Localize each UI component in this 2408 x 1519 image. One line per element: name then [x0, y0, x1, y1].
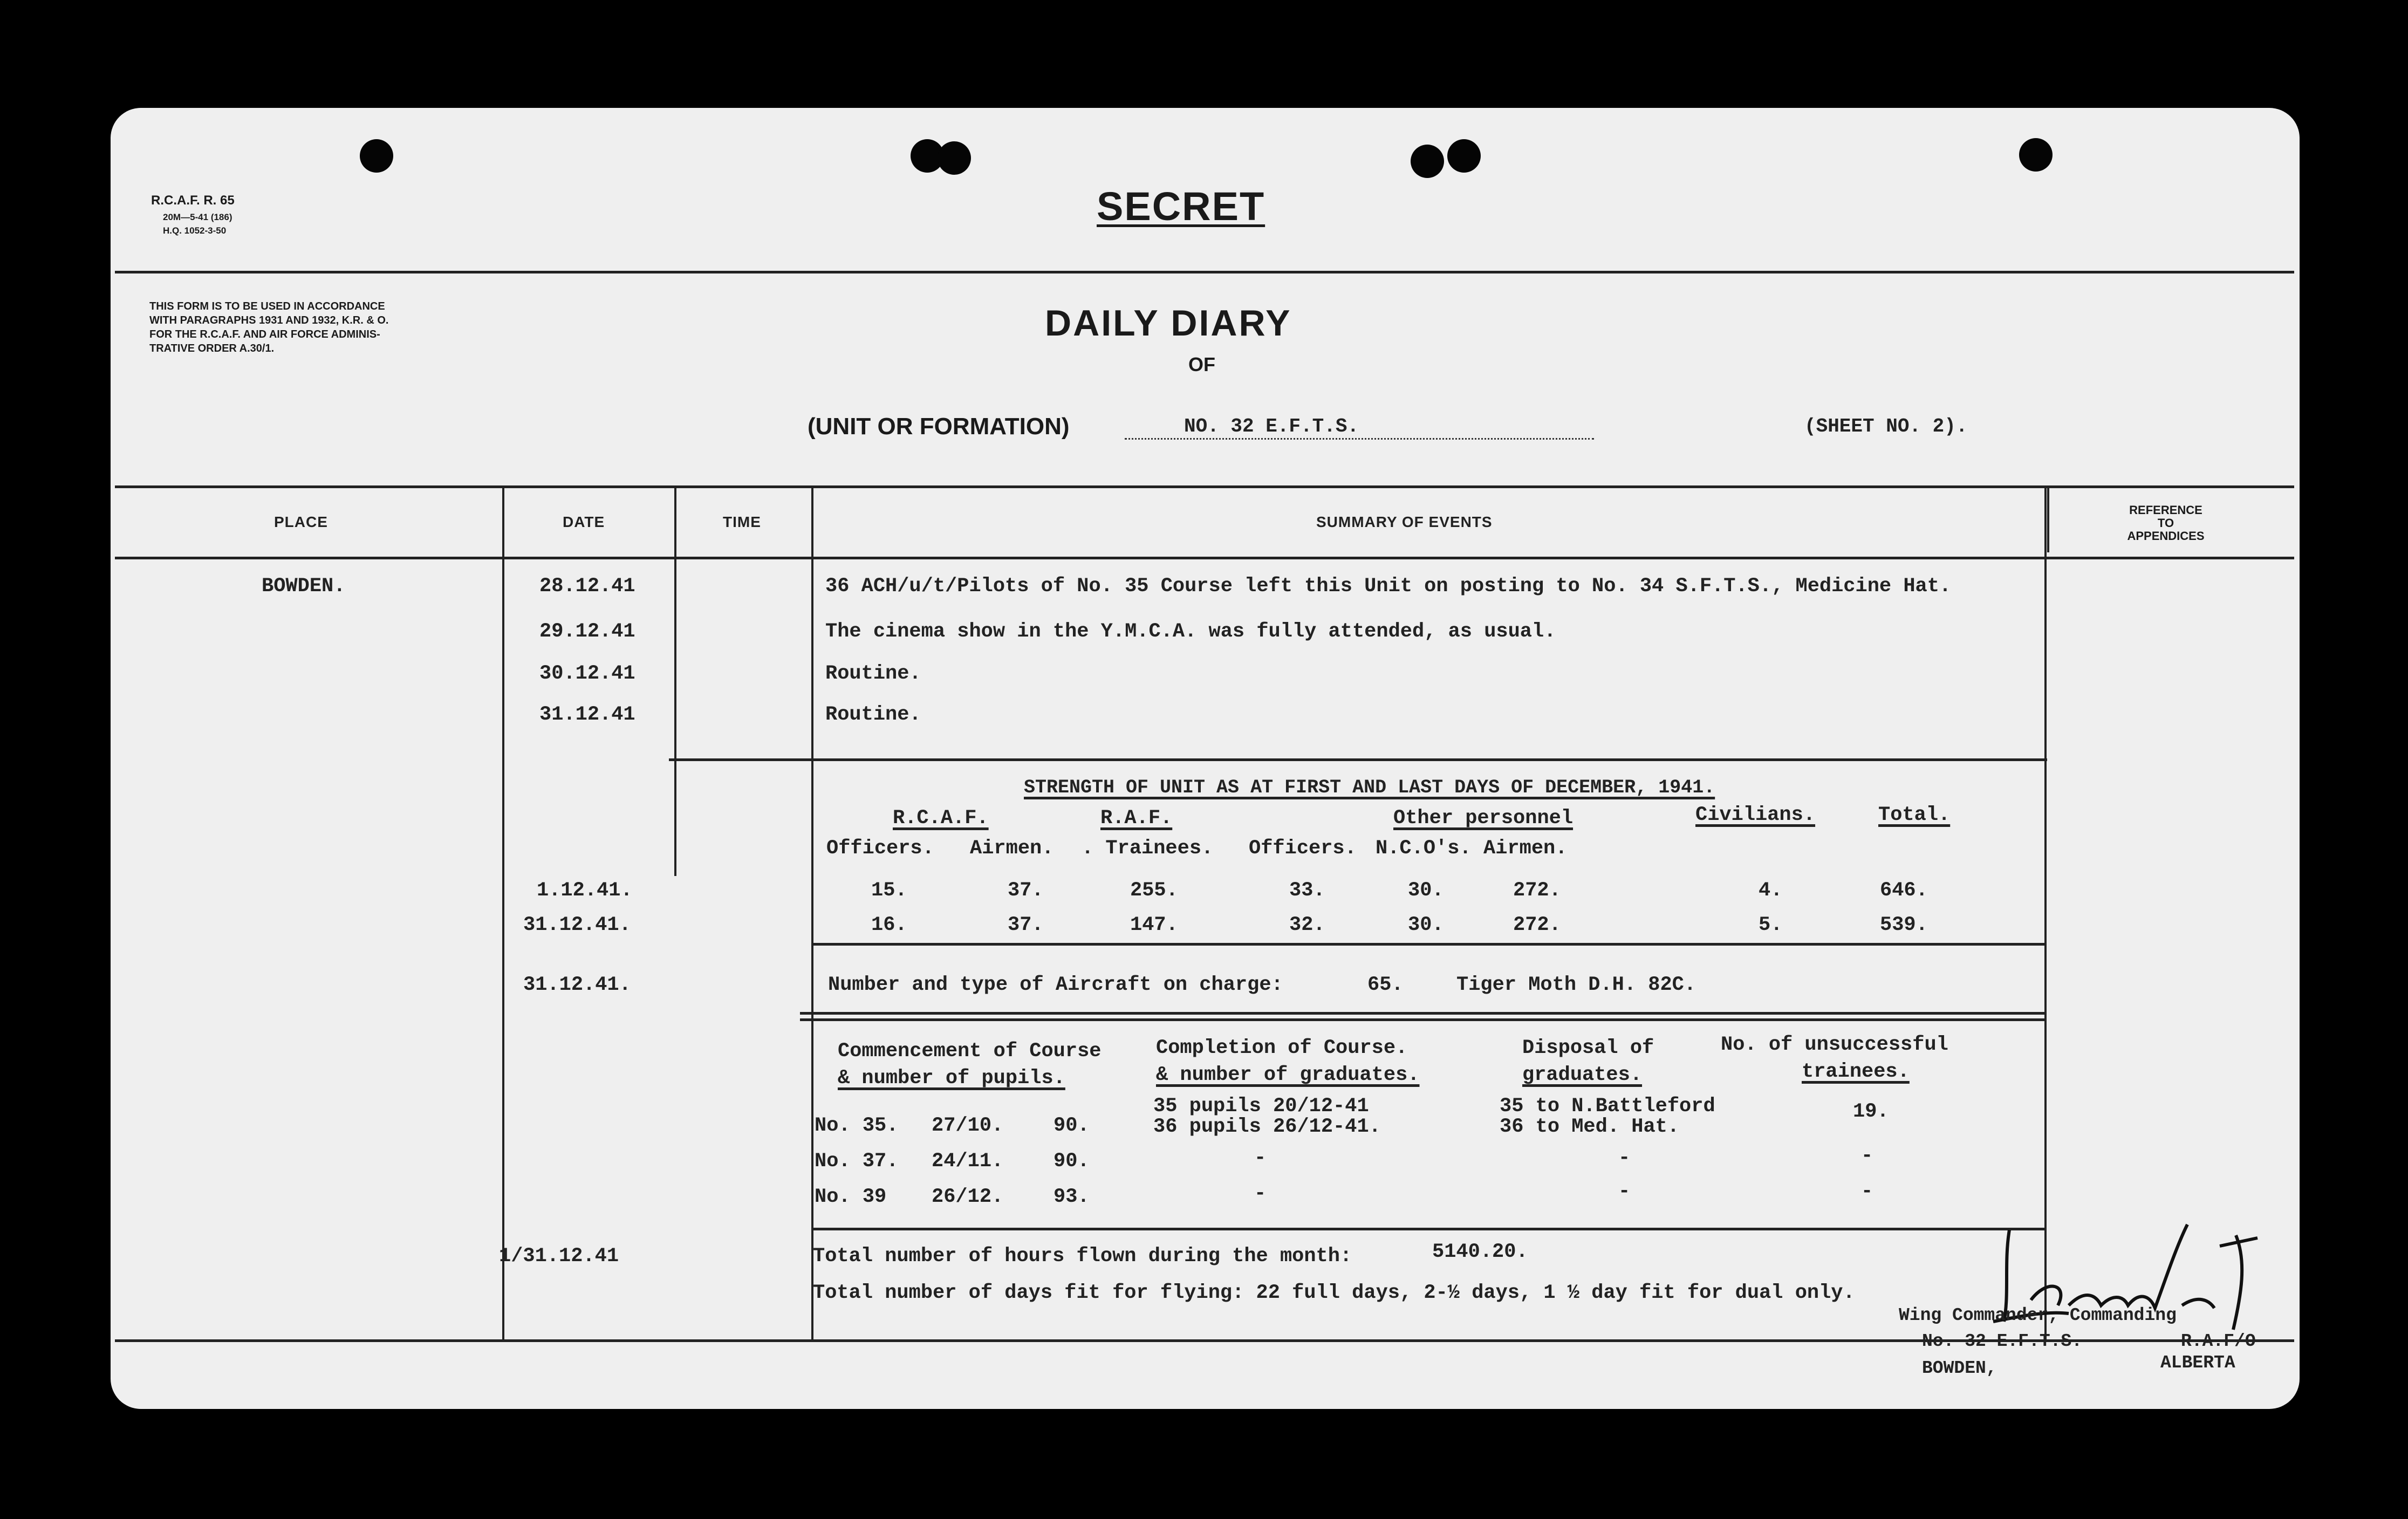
column-header-rule — [115, 557, 2294, 559]
strength-cell: 5. — [1759, 914, 1783, 936]
course-date: 27/10. — [932, 1114, 1004, 1137]
strength-cell: 147. — [1130, 914, 1178, 936]
strength-sub-ncos: N.C.O's. — [1376, 837, 1472, 860]
strength-date: 1.12.41. — [537, 879, 633, 902]
course-pupils: 90. — [1054, 1114, 1090, 1137]
hours-value: 5140.20. — [1432, 1241, 1528, 1263]
course-completion: - — [1254, 1147, 1267, 1169]
entry-text: Routine. — [825, 703, 921, 726]
course-no: No. 37. — [815, 1150, 899, 1173]
aircraft-label: Number and type of Aircraft on charge: — [828, 974, 1283, 996]
course-no: No. 39 — [815, 1186, 887, 1208]
binder-hole — [1447, 139, 1481, 173]
strength-sub-officers2: Officers. — [1249, 837, 1357, 860]
strength-cell: 539. — [1880, 914, 1928, 936]
column-divider — [2047, 488, 2049, 552]
column-divider — [502, 488, 504, 1340]
instruction-line: TRATIVE ORDER A.30/1. — [149, 343, 275, 354]
aircraft-count: 65. — [1367, 974, 1404, 996]
aircraft-date: 31.12.41. — [523, 974, 631, 996]
course-completion: - — [1254, 1182, 1267, 1205]
course-head-disposal-2: graduates. — [1522, 1064, 1643, 1086]
strength-title: STRENGTH OF UNIT AS AT FIRST AND LAST DAYS OF DECEMBER, 1941. — [1024, 777, 1715, 798]
signature-unit: No. 32 E.F.T.S. — [1922, 1331, 2083, 1351]
section-rule — [669, 758, 2047, 761]
course-date: 24/11. — [932, 1150, 1004, 1173]
signature-place: BOWDEN, — [1922, 1358, 1997, 1378]
binder-hole — [2019, 138, 2053, 172]
strength-cell: 255. — [1130, 879, 1178, 902]
entry-date: 29.12.41 — [539, 620, 635, 643]
signature-title: Wing Commander, Commanding — [1899, 1305, 2177, 1325]
instruction-line: WITH PARAGRAPHS 1931 AND 1932, K.R. & O. — [149, 314, 389, 326]
form-id: R.C.A.F. R. 65 — [151, 193, 235, 208]
unit-value: NO. 32 E.F.T.S. — [1184, 415, 1359, 437]
strength-cell: 32. — [1289, 914, 1325, 936]
entry-text: The cinema show in the Y.M.C.A. was fully attended, as usual. — [825, 620, 1556, 643]
diary-sheet — [111, 108, 2300, 1409]
section-rule — [811, 1228, 2047, 1230]
print-line: H.Q. 1052-3-50 — [163, 225, 227, 236]
course-date: 26/12. — [932, 1186, 1004, 1208]
section-rule — [811, 943, 2047, 946]
aircraft-type: Tiger Moth D.H. 82C. — [1456, 974, 1696, 996]
column-divider — [674, 488, 676, 876]
sheet-number: (SHEET NO. 2). — [1804, 415, 1968, 437]
strength-group-total: Total. — [1878, 804, 1951, 826]
hours-label: Total number of hours flown during the month: — [813, 1245, 1352, 1268]
strength-cell: 272. — [1513, 914, 1561, 936]
col-header-date: DATE — [563, 514, 605, 530]
strength-cell: 33. — [1289, 879, 1325, 902]
course-unsuccessful: - — [1861, 1180, 1873, 1203]
print-line: 20M—5-41 (186) — [163, 212, 232, 222]
course-pupils: 90. — [1054, 1150, 1090, 1173]
strength-cell: 30. — [1408, 914, 1444, 936]
col-header-time: TIME — [723, 514, 761, 530]
entry-date: 28.12.41 — [539, 575, 635, 598]
unit-label: (UNIT OR FORMATION) — [808, 413, 1070, 440]
entry-date: 30.12.41 — [539, 662, 635, 685]
course-pupils: 93. — [1054, 1186, 1090, 1208]
reference-line: APPENDICES — [2127, 529, 2205, 543]
course-head-unsuccessful: No. of unsuccessful — [1721, 1034, 1948, 1056]
header-rule — [115, 271, 2294, 273]
diary-title: DAILY DIARY — [1045, 303, 1292, 344]
strength-group-rcaf: R.C.A.F. — [893, 807, 989, 830]
flying-days: Total number of days fit for flying: 22 full days, 2-½ days, 1 ½ day fit for dual only. — [813, 1282, 1855, 1304]
course-head-commencement: Commencement of Course — [838, 1040, 1102, 1063]
entry-date: 31.12.41 — [539, 703, 635, 726]
signature-unit-suffix: R.A.F/O — [2181, 1331, 2256, 1351]
course-head-disposal: Disposal of — [1522, 1037, 1654, 1059]
course-unsuccessful: 19. — [1853, 1100, 1889, 1123]
strength-cell: 37. — [1008, 914, 1044, 936]
course-disposal: - — [1618, 1180, 1631, 1203]
strength-cell: 4. — [1759, 879, 1783, 902]
course-unsuccessful: - — [1861, 1145, 1873, 1167]
column-divider — [2044, 488, 2047, 1340]
instruction-line: FOR THE R.C.A.F. AND AIR FORCE ADMINIS- — [149, 329, 380, 340]
hours-date: 1/31.12.41 — [499, 1245, 619, 1268]
instruction-line: THIS FORM IS TO BE USED IN ACCORDANCE — [149, 300, 385, 312]
reference-line: REFERENCE — [2129, 503, 2202, 517]
col-header-summary: SUMMARY OF EVENTS — [1316, 514, 1493, 530]
strength-cell: 272. — [1513, 879, 1561, 902]
strength-group-raf: R.A.F. — [1100, 807, 1173, 830]
strength-cell: 16. — [871, 914, 907, 936]
course-head-unsuccessful-2: trainees. — [1802, 1060, 1910, 1083]
course-head-completion: Completion of Course. — [1156, 1037, 1408, 1059]
strength-cell: 15. — [871, 879, 907, 902]
unit-dotted-line — [1125, 438, 1594, 440]
course-head-completion-2: & number of graduates. — [1156, 1064, 1420, 1086]
entry-text: 36 ACH/u/t/Pilots of No. 35 Course left this Unit on posting to No. 34 S.F.T.S., Medicine Hat. — [825, 575, 1952, 598]
binder-hole — [938, 141, 971, 175]
section-rule — [800, 1018, 2046, 1021]
course-completion: 35 pupils 20/12-41 — [1153, 1095, 1369, 1118]
entry-text: Routine. — [825, 662, 921, 685]
strength-cell: 646. — [1880, 879, 1928, 902]
reference-line: TO — [2157, 516, 2174, 530]
column-divider — [811, 488, 813, 1340]
binder-hole — [360, 139, 393, 173]
classification-heading: SECRET — [1097, 184, 1265, 229]
course-completion: 36 pupils 26/12-41. — [1153, 1116, 1381, 1138]
strength-date: 31.12.41. — [523, 914, 631, 936]
binder-hole — [1411, 145, 1444, 178]
strength-cell: 37. — [1008, 879, 1044, 902]
course-no: No. 35. — [815, 1114, 899, 1137]
place-value: BOWDEN. — [262, 575, 346, 598]
col-header-place: PLACE — [274, 514, 328, 530]
strength-sub-trainees: . Trainees. — [1082, 837, 1214, 860]
col-header-reference — [2117, 504, 2214, 543]
strength-sub-officers: Officers. — [826, 837, 934, 860]
course-disposal: 36 to Med. Hat. — [1500, 1116, 1680, 1138]
section-rule — [800, 1012, 2046, 1015]
strength-group-civilians: Civilians. — [1695, 804, 1816, 826]
course-disposal: 35 to N.Battleford — [1500, 1095, 1715, 1118]
strength-cell: 30. — [1408, 879, 1444, 902]
diary-of: OF — [1188, 353, 1215, 375]
strength-group-other: Other personnel — [1393, 807, 1574, 830]
form-instructions — [149, 299, 388, 355]
signature-province: ALBERTA — [2160, 1353, 2235, 1373]
course-disposal: - — [1618, 1147, 1631, 1169]
strength-sub-airmen: Airmen. — [970, 837, 1054, 860]
table-top-rule — [115, 485, 2294, 488]
course-head-commencement-2: & number of pupils. — [838, 1067, 1065, 1090]
strength-sub-airmen2: Airmen. — [1483, 837, 1568, 860]
